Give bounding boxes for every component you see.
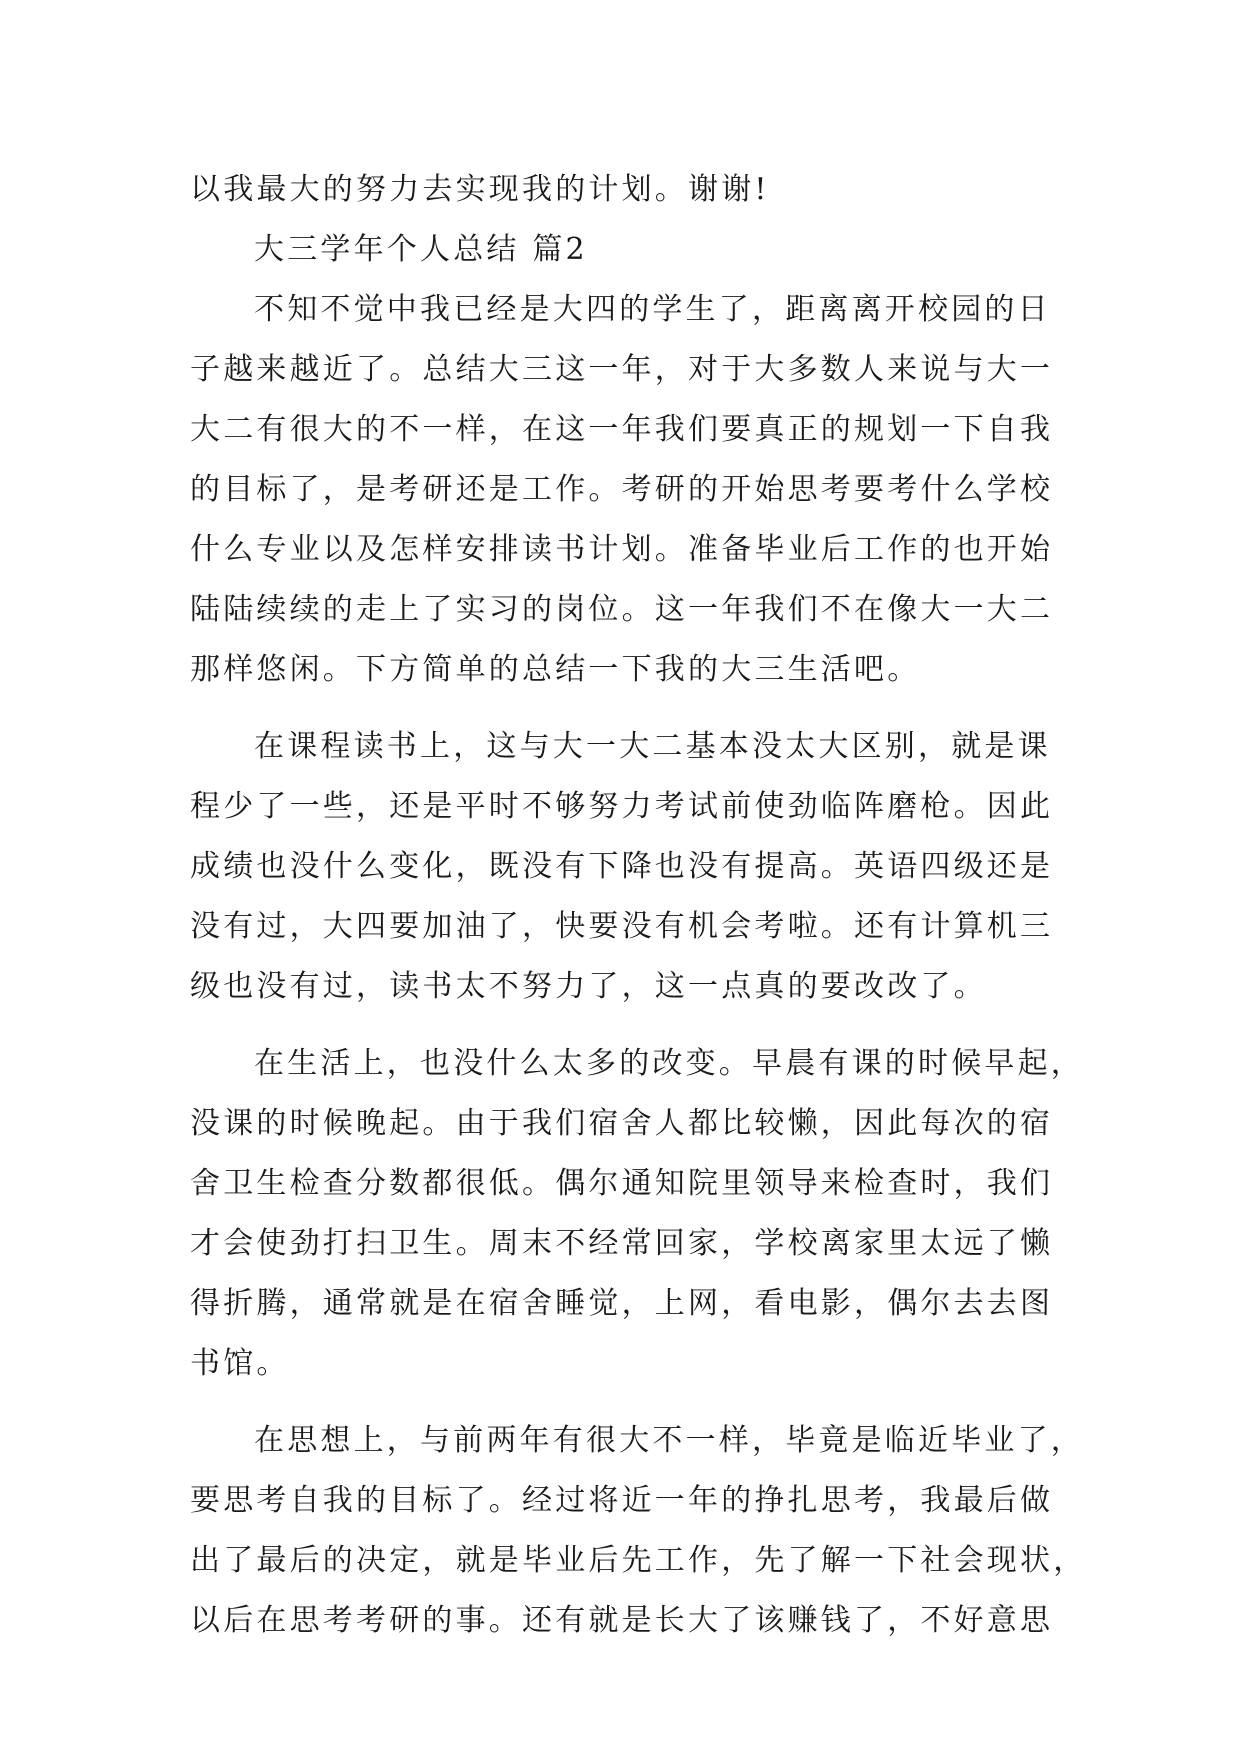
text-line: 没课的时候晚起。由于我们宿舍人都比较懒，因此每次的宿 [190,1106,1054,1141]
text-line: 子越来越近了。总结大三这一年，对于大多数人来说与大一 [190,352,1054,387]
section-heading: 大三学年个人总结 篇2 [254,232,588,267]
text-line: 要思考自我的目标了。经过将近一年的挣扎思考，我最后做 [190,1483,1054,1518]
text-line: 大二有很大的不一样，在这一年我们要真正的规划一下自我 [190,412,1054,447]
paragraph-intro [190,280,1055,700]
text-line: 成绩也没什么变化，既没有下降也没有提高。英语四级还是 [190,849,1054,884]
text-line: 没有过，大四要加油了，快要没有机会考啦。还有计算机三 [190,909,1054,944]
text-line: 不知不觉中我已经是大四的学生了，距离离开校园的日 [254,292,1051,327]
text-line: 那样悠闲。下方简单的总结一下我的大三生活吧。 [190,652,921,687]
text-line: 什么专业以及怎样安排读书计划。准备毕业后工作的也开始 [190,532,1054,567]
text-line: 在生活上，也没什么太多的改变。早晨有课的时候早起， [254,1046,1084,1081]
paragraph-thought [190,1411,1087,1651]
paragraph-study [190,717,1055,1017]
text-line: 的目标了，是考研还是工作。考研的开始思考要考什么学校 [190,472,1054,507]
text-line: 出了最后的决定，就是毕业后先工作，先了解一下社会现状， [190,1543,1087,1578]
text-line: 书馆。 [190,1346,290,1381]
text-line: 陆陆续续的走上了实习的岗位。这一年我们不在像大一大二 [190,592,1054,627]
text-line: 舍卫生检查分数都很低。偶尔通知院里领导来检查时，我们 [190,1166,1054,1201]
text-line: 程少了一些，还是平时不够努力考试前使劲临阵磨枪。因此 [190,789,1054,824]
text-line: 以后在思考考研的事。还有就是长大了该赚钱了，不好意思 [190,1603,1054,1638]
text-line: 才会使劲打扫卫生。周末不经常回家，学校离家里太远了懒 [190,1226,1054,1261]
text-line: 在课程读书上，这与大一大二基本没太大区别，就是课 [254,729,1051,764]
text-line: 在思想上，与前两年有很大不一样，毕竟是临近毕业了， [254,1423,1084,1458]
text-line: 得折腾，通常就是在宿舍睡觉，上网，看电影，偶尔去去图 [190,1286,1054,1321]
paragraph-closing-line: 以我最大的努力去实现我的计划。谢谢! [190,172,770,207]
document-body [190,160,1087,1651]
paragraph-life [190,1034,1084,1394]
text-line: 级也没有过，读书太不努力了，这一点真的要改改了。 [190,969,987,1004]
